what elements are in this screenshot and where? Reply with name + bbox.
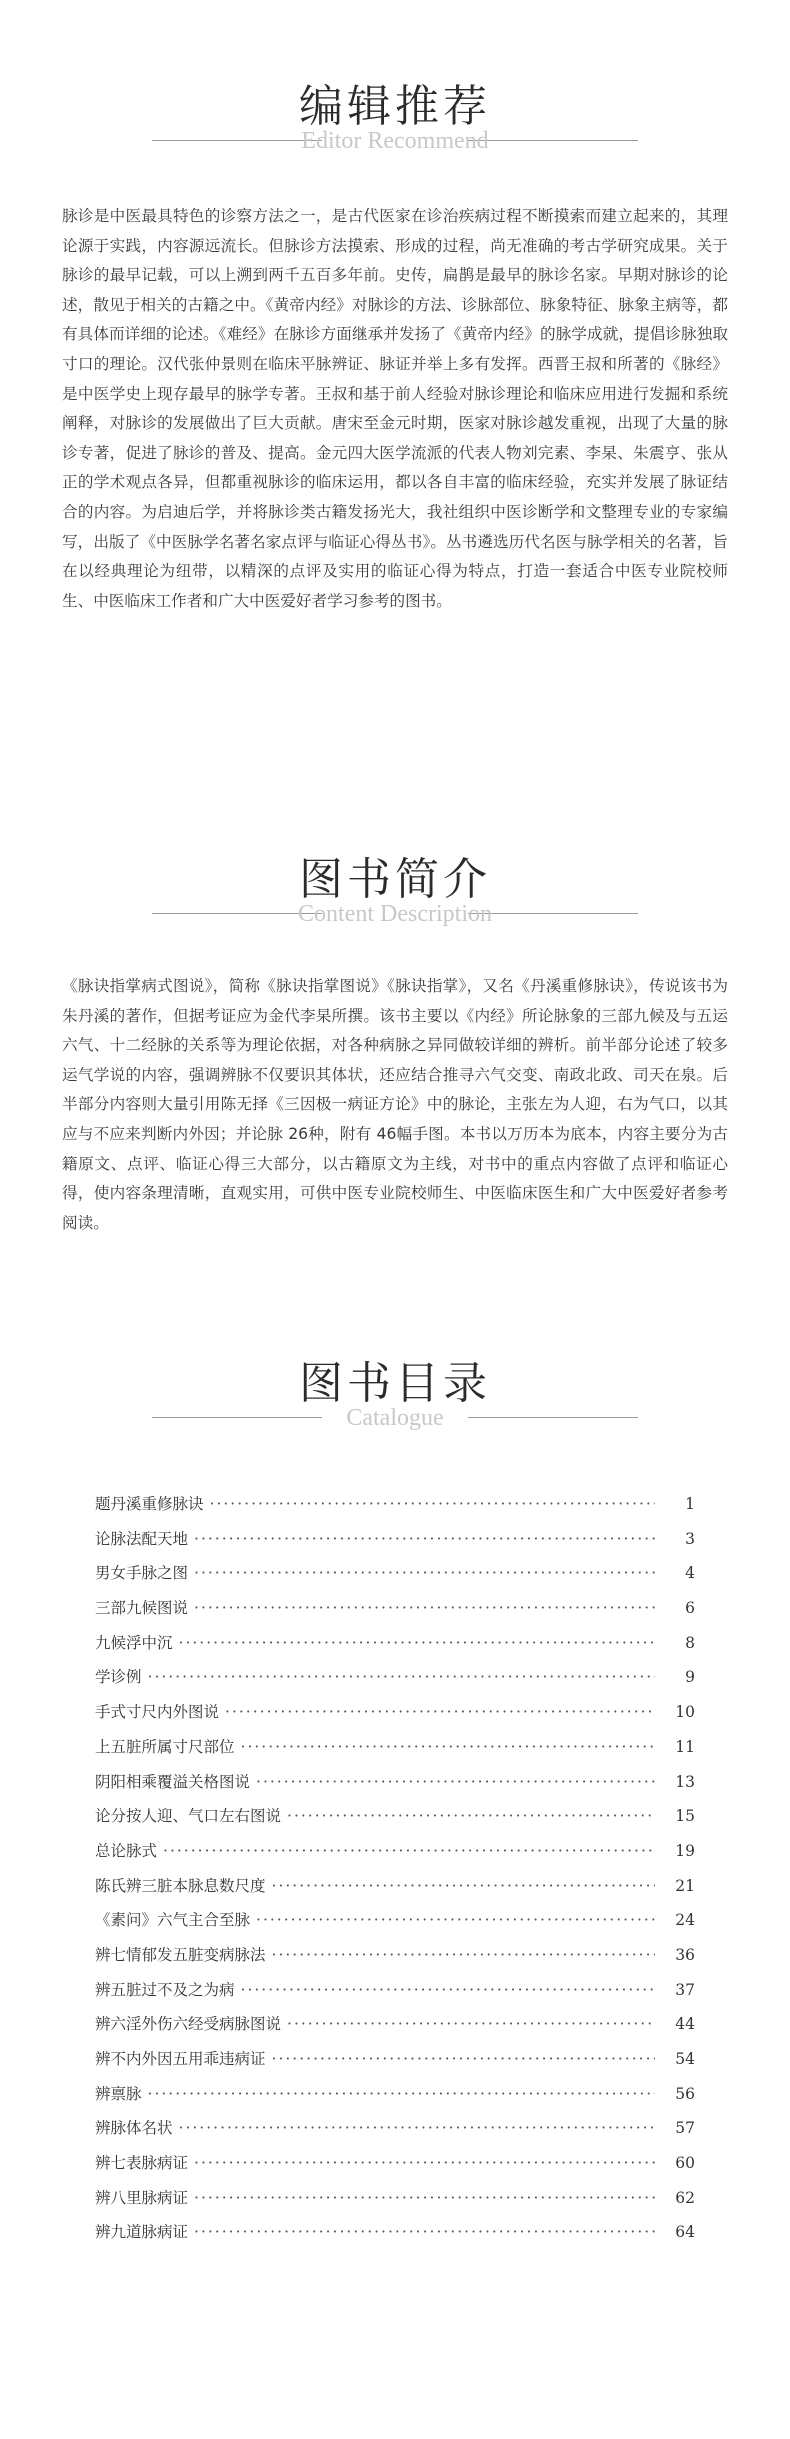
toc-page: 21 [675, 1876, 695, 1895]
toc-entry [95, 1700, 695, 1735]
section-subtitle: Editor Recommend [301, 128, 489, 154]
toc-title: 陈氏辨三脏本脉息数尺度 [95, 1876, 266, 1895]
toc-entry [95, 2012, 695, 2047]
toc-entry [95, 1631, 695, 1666]
toc-page: 11 [675, 1737, 695, 1756]
toc-entry [95, 1735, 695, 1770]
toc-entry [95, 2186, 695, 2221]
toc-entry [95, 2151, 695, 2186]
toc-title: 手式寸尺内外图说 [95, 1703, 220, 1722]
toc-leader [241, 1981, 655, 1999]
toc-title: 辨脉体名状 [95, 2119, 173, 2138]
toc-entry [95, 1908, 695, 1943]
toc-page: 57 [675, 2119, 695, 2138]
toc-entry [95, 1492, 695, 1527]
toc-leader [179, 1634, 655, 1652]
toc-title: 总论脉式 [95, 1841, 158, 1860]
toc-page: 8 [685, 1633, 695, 1652]
toc-title: 《素问》六气主合至脉 [95, 1911, 251, 1930]
toc-leader [194, 1530, 655, 1548]
toc-leader [287, 2015, 655, 2033]
toc-leader [194, 2189, 655, 2207]
toc-title: 论分按人迎、气口左右图说 [95, 1807, 282, 1826]
toc-page: 36 [675, 1945, 695, 1964]
toc-page: 1 [685, 1495, 695, 1513]
toc-page: 44 [675, 2015, 695, 2034]
section-subtitle: Content Description [298, 901, 492, 927]
toc-page: 56 [675, 2084, 695, 2103]
editor-recommend-text: 脉诊是中医最具特色的诊察方法之一，是古代医家在诊治疾病过程不断摸索而建立起来的，其理论源于实践，内容源远流长。但脉诊方法摸索、形成的过程，尚无准确的考古学研究成果。关于脉诊的最早记载，可以上溯到两千五百多年前。史传，扁鹊是最早的脉诊名家。早期对脉诊的论述，散见于相关的古籍之中。《黄帝内经》对脉诊的方法、诊脉部位、脉象特征、脉象主病等，都有具体而详细的论述。《难经》在脉诊方面继承并发扬了《黄帝内经》的脉学成就，提倡诊脉独取寸口的理论。汉代张仲景则在临床平脉辨证、脉证并举上多有发挥。西晋王叔和所著的《脉经》是中医学史上现存最早的脉学专著。王叔和基于前人经验对脉诊理论和临床应用进行发掘和系统阐释，对脉诊的发展做出了巨大贡献。唐宋至金元时期，医家对脉诊越发重视，出现了大量的脉诊专著，促进了脉诊的普及、提高。金元四大医学流派的代表人物刘完素、李杲、朱震亨、张从正的学术观点各异，但都重视脉诊的临床运用，都以各自丰富的临床经验，充实并发展了脉证结合的内容。为启迪后学，并将脉诊类古籍发扬光大，我社组织中医诊断学和文整理专业的专家编写，出版了《中医脉学名著名家点评与临证心得丛书》。丛书遴选历代名医与脉学相关的名著，旨在以经典理论为纽带，以精深的点评及实用的临证心得为特点，打造一套适合中医专业院校师生、中医临床工作者和广大中医爱好者学习参考的图书。 [62, 207, 728, 610]
section-title: 编辑推荐 [299, 81, 491, 132]
toc-leader [148, 2085, 655, 2103]
toc-leader [210, 1495, 655, 1513]
toc-title: 题丹溪重修脉诀 [95, 1495, 204, 1513]
toc-title: 三部九候图说 [95, 1599, 189, 1618]
toc-entry [95, 1839, 695, 1874]
toc-entry [95, 1561, 695, 1596]
toc-title: 男女手脉之图 [95, 1564, 189, 1583]
toc-page: 24 [675, 1911, 695, 1930]
toc-entry [95, 1943, 695, 1978]
section-header-content [0, 843, 790, 963]
toc-entry [95, 1874, 695, 1909]
toc-title: 阴阳相乘覆溢关格图说 [95, 1772, 251, 1791]
toc-page: 15 [675, 1807, 695, 1826]
toc-entry [95, 2047, 695, 2082]
toc-entry [95, 1665, 695, 1700]
toc-title: 辨五脏过不及之为病 [95, 1980, 235, 1999]
toc-title: 学诊例 [95, 1668, 142, 1687]
toc-leader [225, 1703, 655, 1721]
toc-page: 54 [675, 2050, 695, 2068]
toc-page: 4 [685, 1564, 695, 1583]
toc-entry [95, 1596, 695, 1631]
toc-leader [194, 2154, 655, 2172]
toc-entry [95, 1770, 695, 1805]
toc-entry [95, 2082, 695, 2117]
toc-page: 13 [675, 1772, 695, 1791]
section-title: 图书简介 [299, 854, 491, 905]
section-subtitle: Catalogue [346, 1405, 444, 1431]
toc-page: 60 [675, 2154, 695, 2173]
toc-title: 辨八里脉病证 [95, 2188, 189, 2207]
toc-entry [95, 2220, 695, 2255]
toc-entry [95, 1527, 695, 1562]
toc-title: 九候浮中沉 [95, 1633, 173, 1652]
toc-page: 62 [675, 2188, 695, 2207]
toc-leader [272, 1946, 655, 1964]
toc-title: 辨七情郁发五脏变病脉法 [95, 1945, 266, 1964]
table-of-contents [95, 1492, 695, 2255]
toc-entry [95, 1804, 695, 1839]
toc-leader [194, 1564, 655, 1582]
toc-leader [163, 1842, 655, 1860]
toc-entry [95, 2116, 695, 2151]
toc-leader [148, 1668, 655, 1686]
toc-leader [241, 1738, 655, 1756]
toc-page: 6 [685, 1599, 695, 1618]
toc-page: 64 [675, 2223, 695, 2242]
toc-leader [194, 1599, 655, 1617]
toc-leader [272, 1877, 655, 1895]
toc-title: 辨不内外因五用乖违病证 [95, 2050, 266, 2068]
toc-title: 辨禀脉 [95, 2084, 142, 2103]
toc-page: 19 [675, 1841, 695, 1860]
toc-page: 3 [685, 1529, 695, 1548]
toc-page: 37 [675, 1980, 695, 1999]
toc-title: 辨九道脉病证 [95, 2223, 189, 2242]
toc-leader [272, 2050, 655, 2068]
toc-leader [194, 2223, 655, 2241]
toc-leader [256, 1773, 655, 1791]
toc-page: 10 [675, 1703, 695, 1722]
toc-title: 辨六淫外伤六经受病脉图说 [95, 2015, 282, 2034]
toc-page: 9 [685, 1668, 695, 1687]
toc-title: 论脉法配天地 [95, 1529, 189, 1548]
toc-leader [179, 2119, 655, 2137]
toc-leader [287, 1807, 655, 1825]
section-title: 图书目录 [299, 1358, 491, 1409]
toc-title: 辨七表脉病证 [95, 2154, 189, 2173]
content-description-text: 《脉诀指掌病式图说》，简称《脉诀指掌图说》《脉诀指掌》，又名《丹溪重修脉诀》，传说该书为朱丹溪的著作，但据考证应为金代李杲所撰。该书主要以《内经》所论脉象的三部九候及与五运六气、十二经脉的关系等为理论依据，对各种病脉之异同做较详细的辨析。前半部分论述了较多运气学说的内容，强调辨脉不仅要识其体状，还应结合推寻六气交变、南政北政、司天在泉。后半部分内容则大量引用陈无择《三因极一病证方论》中的脉论，主张左为人迎，右为气口，以其应与不应来判断内外因；并论脉 26种，附有 46幅手图。本书以万历本为底本，内容主要分为古籍原文、点评、临证心得三大部分，以古籍原文为主线，对书中的重点内容做了点评和临证心得，使内容条理清晰，直观实用，可供中医专业院校师生、中医临床医生和广大中医爱好者参考阅读。 [62, 977, 728, 1232]
toc-entry [95, 1978, 695, 2013]
section-header-catalogue [0, 1347, 790, 1467]
toc-title: 上五脏所属寸尺部位 [95, 1737, 235, 1756]
section-header-editor [0, 70, 790, 190]
toc-leader [256, 1911, 655, 1929]
